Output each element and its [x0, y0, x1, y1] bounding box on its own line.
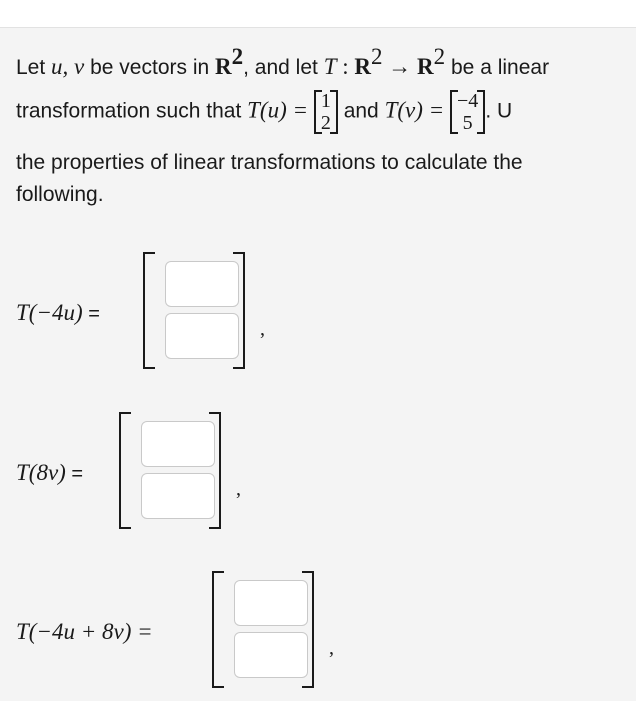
- answer-1-matrix: [143, 252, 245, 369]
- question-panel: [0, 27, 636, 701]
- tv-vector: −4 5: [450, 90, 485, 134]
- answer-3-matrix: [212, 571, 314, 688]
- answer-2-matrix: [119, 412, 221, 529]
- answer-3-top-input[interactable]: [234, 580, 308, 626]
- statement-line-3: the properties of linear transformations to calculate the: [16, 151, 523, 174]
- answer-3-label: T(−4u + 8v) =: [16, 619, 153, 644]
- answer-2-bottom-input[interactable]: [141, 473, 215, 519]
- statement-line-2: transformation such that T(u) = 1 2 and T(v) = −4 5 . U: [16, 90, 513, 134]
- answer-1-label: T(−4u) =: [16, 300, 100, 325]
- answer-3-bottom-input[interactable]: [234, 632, 308, 678]
- answer-1-bottom-input[interactable]: [165, 313, 239, 359]
- answer-1-top-input[interactable]: [165, 261, 239, 307]
- answer-2-top-input[interactable]: [141, 421, 215, 467]
- answer-2-comma: ,: [236, 478, 241, 500]
- answer-1-comma: ,: [260, 318, 265, 340]
- statement-line-4: following.: [16, 183, 104, 206]
- answer-3-comma: ,: [329, 637, 334, 659]
- tu-vector: 1 2: [314, 90, 338, 134]
- answer-2-label: T(8v) =: [16, 460, 84, 485]
- statement-line-1: Let u, v be vectors in $R^2$, and let T : $R^2 \to R^2$ be a linear: [16, 44, 550, 79]
